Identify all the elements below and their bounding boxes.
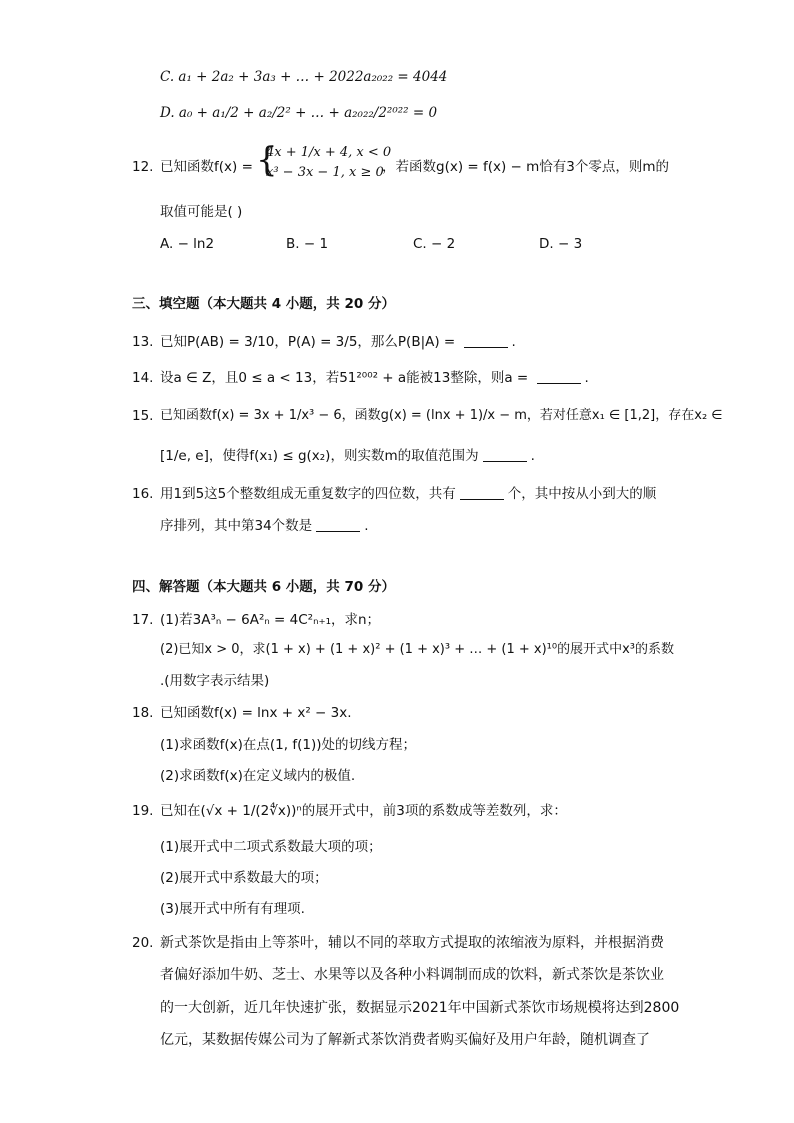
q18-part-2: (2)求函数f(x)在定义域内的极值. — [160, 768, 356, 784]
q19-part-2: (2)展开式中系数最大的项； — [160, 870, 328, 886]
q18-number: 18. — [132, 705, 154, 721]
q14-text: 设a ∈ Z，且0 ≤ a < 13，若51²⁰⁰² + a能被13整除，则a = — [160, 370, 533, 386]
q12-case-1: 4x + 1/x + 4, x < 0 — [266, 145, 392, 160]
q16-text-a: 用1到5这5个整数组成无重复数字的四位数，共有 — [160, 486, 456, 502]
q19-part-1: (1)展开式中二项式系数最大项的项； — [160, 839, 382, 855]
q15-text: [1/e, e]，使得f(x₁) ≤ g(x₂)，则实数m的取值范围为 — [160, 448, 479, 464]
section-4-heading: 四、解答题（本大题共 6 小题，共 70 分） — [132, 579, 395, 595]
q12-stem-line2: 取值可能是( ) — [160, 204, 243, 220]
q16-end: . — [364, 518, 369, 534]
q13-answer-blank[interactable] — [464, 333, 508, 348]
q12-option-c: C. − 2 — [413, 236, 456, 252]
q19-stem: 已知在(√x + 1/(2∜x))ⁿ的展开式中，前3项的系数成等差数列，求： — [160, 803, 567, 819]
q17-part-1: (1)若3A³ₙ − 6A²ₙ = 4C²ₙ₊₁，求n； — [160, 612, 381, 628]
q11-option-d: D. a₀ + a₁/2 + a₂/2² + … + a₂₀₂₂/2²⁰²² = 0 — [160, 105, 438, 121]
q15-stem-line2 — [160, 446, 535, 466]
q16-stem-line2 — [160, 516, 368, 536]
q12-option-d: D. − 3 — [539, 236, 583, 252]
q16-text-b: 个，其中按从小到大的顺 — [507, 486, 657, 502]
q14-stem — [160, 368, 589, 388]
q14-number: 14. — [132, 370, 154, 386]
q20-number: 20. — [132, 935, 154, 951]
q13-end: . — [511, 334, 516, 350]
q12-brace: { — [256, 140, 278, 180]
q11-option-c: C. a₁ + 2a₂ + 3a₃ + … + 2022a₂₀₂₂ = 4044 — [160, 69, 448, 85]
q20-line-3: 的一大创新，近几年快速扩张，数据显示2021年中国新式茶饮市场规模将达到2800 — [160, 1000, 680, 1016]
q18-part-1: (1)求函数f(x)在点(1, f(1))处的切线方程； — [160, 737, 416, 753]
q20-line-2: 者偏好添加牛奶、芝士、水果等以及各种小料调制而成的饮料，新式茶饮是茶饮业 — [160, 967, 664, 983]
q12-option-a: A. − ln2 — [160, 236, 215, 252]
q13-stem — [160, 332, 516, 352]
q12-number: 12. — [132, 159, 154, 175]
q12-stem-pre: 已知函数f(x) = — [160, 159, 253, 175]
q15-answer-blank[interactable] — [483, 447, 527, 462]
q16-number: 16. — [132, 486, 154, 502]
q13-number: 13. — [132, 334, 154, 350]
q20-line-1: 新式茶饮是指由上等茶叶，辅以不同的萃取方式提取的浓缩液为原料，并根据消费 — [160, 935, 664, 951]
q15-stem-line1: 已知函数f(x) = 3x + 1/x³ − 6，函数g(x) = (lnx + 1)/x − m，若对任意x₁ ∈ [1,2]，存在x₂ ∈ — [160, 408, 723, 423]
q20-line-4: 亿元，某数据传媒公司为了解新式茶饮消费者购买偏好及用户年龄，随机调查了 — [160, 1032, 650, 1048]
q12-stem-post: ，若函数g(x) = f(x) − m恰有3个零点，则m的 — [382, 159, 670, 175]
q19-number: 19. — [132, 803, 154, 819]
q12-case-2: x³ − 3x − 1, x ≥ 0 — [266, 165, 384, 180]
q17-part-2-cont: .(用数字表示结果) — [160, 673, 270, 689]
q17-number: 17. — [132, 612, 154, 628]
q15-end: . — [530, 448, 535, 464]
q16-answer-blank-2[interactable] — [316, 517, 360, 532]
q14-answer-blank[interactable] — [537, 369, 581, 384]
q18-stem: 已知函数f(x) = lnx + x² − 3x. — [160, 705, 352, 721]
q16-text-c: 序排列，其中第34个数是 — [160, 518, 313, 534]
q19-part-3: (3)展开式中所有有理项. — [160, 901, 305, 917]
section-3-heading: 三、填空题（本大题共 4 小题，共 20 分） — [132, 296, 395, 312]
q13-text: 已知P(AB) = 3/10，P(A) = 3/5，那么P(B|A) = — [160, 334, 460, 350]
q14-end: . — [584, 370, 589, 386]
q17-part-2: (2)已知x > 0，求(1 + x) + (1 + x)² + (1 + x)³ + … + (1 + x)¹⁰的展开式中x³的系数 — [160, 642, 674, 657]
q12-option-b: B. − 1 — [286, 236, 329, 252]
q15-number: 15. — [132, 408, 154, 424]
q16-answer-blank-1[interactable] — [460, 485, 504, 500]
q16-stem-line1 — [160, 484, 656, 504]
